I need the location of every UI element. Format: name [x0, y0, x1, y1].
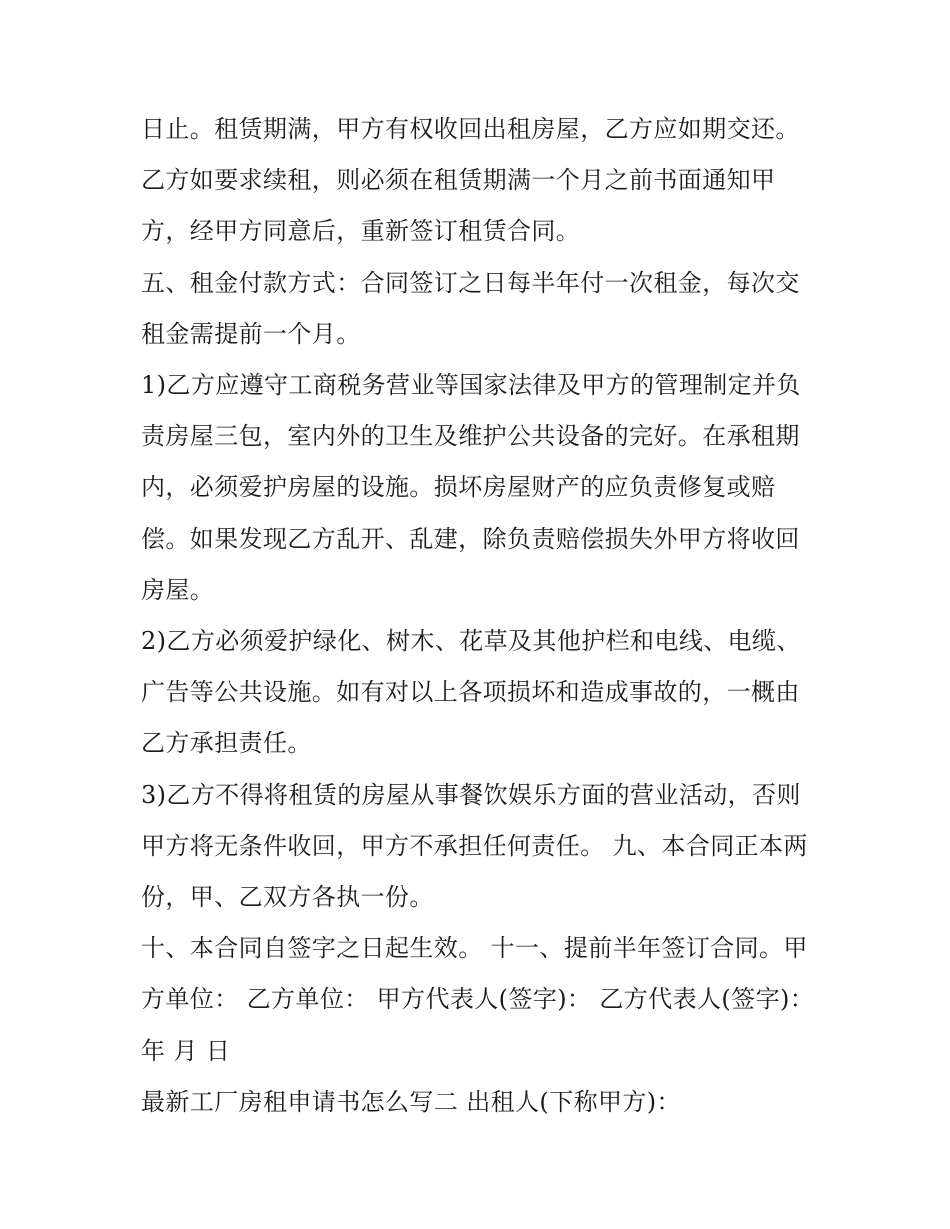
paragraph-rent-payment: 五、租金付款方式：合同签订之日每半年付一次租金，每次交租金需提前一个月。	[141, 268, 800, 348]
paragraph-clause-1: 1)乙方应遵守工商税务营业等国家法律及甲方的管理制定并负责房屋三包，室内外的卫生及维护公共设备的完好。在承租期内，必须爱护房屋的设施。损坏房屋财产的应负责修复或赔偿。如果发现乙方乱开、乱建，除负责赔偿损失外甲方将收回房屋。	[141, 371, 801, 604]
paragraph-signatures: 十、本合同自签字之日起生效。 十一、提前半年签订合同。甲方单位： 乙方单位： 甲方代表人(签字)： 乙方代表人(签字)： 年 月 日	[141, 934, 823, 1065]
document-body	[141, 104, 821, 1128]
paragraph-lease-expiry: 日止。租赁期满，甲方有权收回出租房屋，乙方应如期交还。乙方如要求续租，则必须在租赁期满一个月之前书面通知甲方，经甲方同意后，重新签订租赁合同。	[141, 115, 800, 246]
paragraph-clause-2: 2)乙方必须爱护绿化、树木、花草及其他护栏和电线、电缆、广告等公共设施。如有对以上各项损坏和造成事故的，一概由乙方承担责任。	[141, 627, 801, 758]
paragraph-section-heading: 最新工厂房租申请书怎么写二 出租人(下称甲方)：	[141, 1087, 681, 1116]
paragraph-clause-3: 3)乙方不得将租赁的房屋从事餐饮娱乐方面的营业活动，否则甲方将无条件收回，甲方不承担任何责任。 九、本合同正本两份，甲、乙双方各执一份。	[141, 780, 808, 912]
